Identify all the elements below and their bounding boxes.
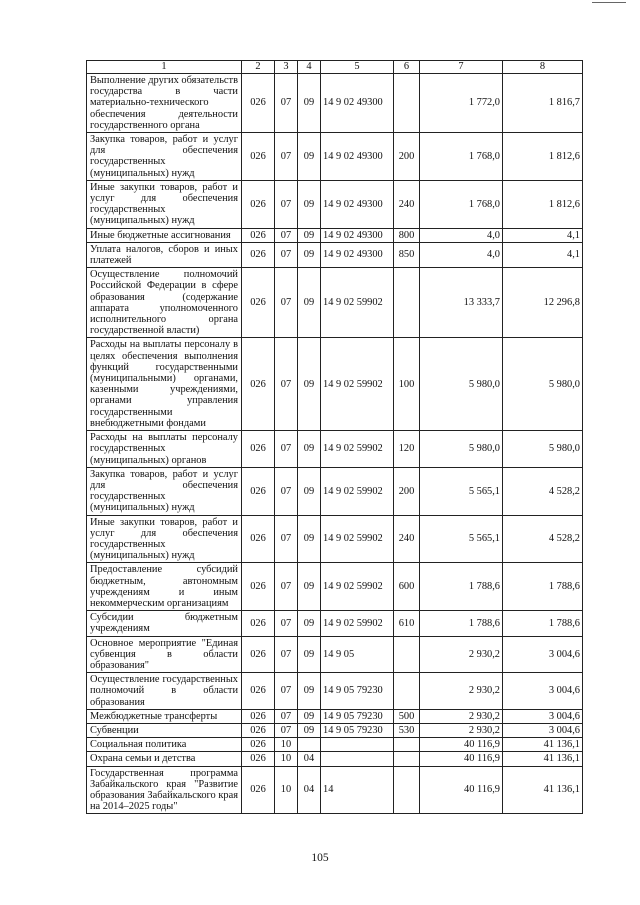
row-sum-year-2: 4 528,2 <box>503 467 583 515</box>
row-section: 07 <box>275 242 298 267</box>
row-name: Государственная программа Забайкальского края "Развитие образования Забайкальского края на 2014–2025 годы" <box>87 766 242 814</box>
row-section: 07 <box>275 268 298 338</box>
row-target-article: 14 9 05 79230 <box>321 723 394 737</box>
col-header-3: 3 <box>275 61 298 74</box>
table-row <box>87 738 583 752</box>
row-name: Расходы на выплаты персоналу в целях обеспечения выполнения функций государственными (муниципальными) органами, казенными учреждениями, органами управления государственными внебюджетными фондами <box>87 338 242 431</box>
row-section: 07 <box>275 515 298 563</box>
table-row <box>87 467 583 515</box>
row-name: Расходы на выплаты персоналу государственных (муниципальных) органов <box>87 431 242 468</box>
row-section: 07 <box>275 673 298 710</box>
row-expense-type: 850 <box>394 242 420 267</box>
col-header-4: 4 <box>298 61 321 74</box>
row-expense-type <box>394 74 420 133</box>
row-target-article: 14 9 05 <box>321 636 394 673</box>
row-sum-year-1: 2 930,2 <box>420 723 503 737</box>
row-expense-type: 100 <box>394 338 420 431</box>
row-subsection: 09 <box>298 467 321 515</box>
row-section: 07 <box>275 133 298 181</box>
row-name: Осуществление государственных полномочий в области образования <box>87 673 242 710</box>
row-sum-year-1: 1 788,6 <box>420 563 503 611</box>
col-header-2: 2 <box>242 61 275 74</box>
row-section: 07 <box>275 431 298 468</box>
row-sum-year-2: 12 296,8 <box>503 268 583 338</box>
row-section: 07 <box>275 74 298 133</box>
table-row <box>87 636 583 673</box>
row-code-grbs: 026 <box>242 738 275 752</box>
row-expense-type <box>394 673 420 710</box>
row-section: 07 <box>275 709 298 723</box>
row-code-grbs: 026 <box>242 515 275 563</box>
row-sum-year-2: 4 528,2 <box>503 515 583 563</box>
row-code-grbs: 026 <box>242 636 275 673</box>
table-row <box>87 709 583 723</box>
table-row <box>87 723 583 737</box>
row-target-article: 14 9 02 49300 <box>321 242 394 267</box>
row-section: 07 <box>275 180 298 228</box>
col-header-7: 7 <box>420 61 503 74</box>
row-target-article <box>321 752 394 766</box>
row-name: Субвенции <box>87 723 242 737</box>
col-header-1: 1 <box>87 61 242 74</box>
row-subsection: 09 <box>298 709 321 723</box>
table-row <box>87 611 583 636</box>
row-expense-type <box>394 268 420 338</box>
row-sum-year-2: 41 136,1 <box>503 738 583 752</box>
row-name: Выполнение других обязательств государства в части материально-технического обеспечения деятельности государственного органа <box>87 74 242 133</box>
row-sum-year-1: 40 116,9 <box>420 766 503 814</box>
row-code-grbs: 026 <box>242 673 275 710</box>
table-row <box>87 673 583 710</box>
row-name: Иные закупки товаров, работ и услуг для обеспечения государственных (муниципальных) нужд <box>87 515 242 563</box>
row-target-article: 14 9 02 49300 <box>321 74 394 133</box>
row-target-article: 14 9 02 59902 <box>321 431 394 468</box>
row-expense-type: 530 <box>394 723 420 737</box>
table-row <box>87 74 583 133</box>
row-target-article: 14 <box>321 766 394 814</box>
row-sum-year-1: 4,0 <box>420 242 503 267</box>
row-section: 07 <box>275 338 298 431</box>
row-target-article: 14 9 05 79230 <box>321 709 394 723</box>
row-sum-year-1: 5 565,1 <box>420 467 503 515</box>
row-subsection: 09 <box>298 673 321 710</box>
table-row <box>87 563 583 611</box>
row-name: Основное мероприятие "Единая субвенция в области образования" <box>87 636 242 673</box>
row-code-grbs: 026 <box>242 431 275 468</box>
table-row <box>87 515 583 563</box>
row-subsection: 09 <box>298 228 321 242</box>
row-sum-year-2: 5 980,0 <box>503 338 583 431</box>
row-sum-year-1: 40 116,9 <box>420 752 503 766</box>
row-code-grbs: 026 <box>242 766 275 814</box>
row-expense-type: 610 <box>394 611 420 636</box>
row-sum-year-1: 4,0 <box>420 228 503 242</box>
row-target-article: 14 9 05 79230 <box>321 673 394 710</box>
table-row <box>87 133 583 181</box>
budget-table <box>86 60 583 814</box>
row-subsection: 09 <box>298 268 321 338</box>
row-target-article: 14 9 02 59902 <box>321 611 394 636</box>
row-sum-year-1: 1 788,6 <box>420 611 503 636</box>
row-subsection: 04 <box>298 766 321 814</box>
row-sum-year-1: 13 333,7 <box>420 268 503 338</box>
row-target-article: 14 9 02 59902 <box>321 268 394 338</box>
row-code-grbs: 026 <box>242 611 275 636</box>
row-subsection: 09 <box>298 431 321 468</box>
row-sum-year-1: 2 930,2 <box>420 636 503 673</box>
page-number: 105 <box>311 852 329 864</box>
table-row <box>87 242 583 267</box>
row-sum-year-1: 1 772,0 <box>420 74 503 133</box>
row-name: Межбюджетные трансферты <box>87 709 242 723</box>
row-sum-year-1: 5 565,1 <box>420 515 503 563</box>
row-code-grbs: 026 <box>242 709 275 723</box>
row-sum-year-2: 1 812,6 <box>503 180 583 228</box>
row-sum-year-1: 2 930,2 <box>420 673 503 710</box>
row-code-grbs: 026 <box>242 723 275 737</box>
row-sum-year-1: 40 116,9 <box>420 738 503 752</box>
row-target-article: 14 9 02 49300 <box>321 133 394 181</box>
row-code-grbs: 026 <box>242 467 275 515</box>
row-name: Субсидии бюджетным учреждениям <box>87 611 242 636</box>
row-sum-year-1: 5 980,0 <box>420 338 503 431</box>
row-target-article: 14 9 02 59902 <box>321 515 394 563</box>
row-sum-year-2: 3 004,6 <box>503 709 583 723</box>
row-target-article: 14 9 02 59902 <box>321 338 394 431</box>
row-code-grbs: 026 <box>242 563 275 611</box>
row-code-grbs: 026 <box>242 268 275 338</box>
table-row <box>87 752 583 766</box>
row-name: Социальная политика <box>87 738 242 752</box>
row-name: Уплата налогов, сборов и иных платежей <box>87 242 242 267</box>
row-section: 07 <box>275 611 298 636</box>
row-subsection: 09 <box>298 133 321 181</box>
row-target-article: 14 9 02 49300 <box>321 180 394 228</box>
row-expense-type: 600 <box>394 563 420 611</box>
table-row <box>87 431 583 468</box>
row-section: 07 <box>275 563 298 611</box>
table-row <box>87 766 583 814</box>
row-sum-year-2: 1 816,7 <box>503 74 583 133</box>
row-name: Осуществление полномочий Российской Федерации в сфере образования (содержание аппарата уполномоченного исполнительного органа государственной власти) <box>87 268 242 338</box>
row-sum-year-2: 4,1 <box>503 242 583 267</box>
row-sum-year-1: 1 768,0 <box>420 180 503 228</box>
row-target-article: 14 9 02 59902 <box>321 563 394 611</box>
row-sum-year-2: 1 788,6 <box>503 611 583 636</box>
row-expense-type: 240 <box>394 180 420 228</box>
row-expense-type <box>394 636 420 673</box>
row-code-grbs: 026 <box>242 228 275 242</box>
row-section: 07 <box>275 723 298 737</box>
row-section: 07 <box>275 228 298 242</box>
row-section: 10 <box>275 766 298 814</box>
row-sum-year-2: 3 004,6 <box>503 673 583 710</box>
row-code-grbs: 026 <box>242 242 275 267</box>
row-sum-year-2: 3 004,6 <box>503 723 583 737</box>
table-row <box>87 228 583 242</box>
table-row <box>87 268 583 338</box>
row-sum-year-1: 1 768,0 <box>420 133 503 181</box>
row-subsection: 09 <box>298 636 321 673</box>
row-target-article: 14 9 02 49300 <box>321 228 394 242</box>
row-code-grbs: 026 <box>242 752 275 766</box>
row-name: Иные закупки товаров, работ и услуг для обеспечения государственных (муниципальных) нужд <box>87 180 242 228</box>
col-header-6: 6 <box>394 61 420 74</box>
row-name: Предоставление субсидий бюджетным, автономным учреждениям и иным некоммерческим организациям <box>87 563 242 611</box>
row-expense-type <box>394 766 420 814</box>
row-sum-year-2: 5 980,0 <box>503 431 583 468</box>
row-sum-year-1: 5 980,0 <box>420 431 503 468</box>
table-row <box>87 180 583 228</box>
row-name: Закупка товаров, работ и услуг для обеспечения государственных (муниципальных) нужд <box>87 467 242 515</box>
row-code-grbs: 026 <box>242 133 275 181</box>
corner-line <box>592 2 626 3</box>
row-target-article: 14 9 02 59902 <box>321 467 394 515</box>
row-code-grbs: 026 <box>242 338 275 431</box>
row-sum-year-2: 3 004,6 <box>503 636 583 673</box>
row-subsection <box>298 738 321 752</box>
row-section: 10 <box>275 752 298 766</box>
row-code-grbs: 026 <box>242 180 275 228</box>
row-expense-type <box>394 752 420 766</box>
table-body <box>87 74 583 814</box>
row-subsection: 09 <box>298 723 321 737</box>
row-subsection: 09 <box>298 180 321 228</box>
row-sum-year-2: 41 136,1 <box>503 766 583 814</box>
col-header-5: 5 <box>321 61 394 74</box>
row-subsection: 09 <box>298 74 321 133</box>
row-subsection: 09 <box>298 563 321 611</box>
row-sum-year-2: 4,1 <box>503 228 583 242</box>
row-expense-type: 200 <box>394 467 420 515</box>
row-expense-type <box>394 738 420 752</box>
row-name: Иные бюджетные ассигнования <box>87 228 242 242</box>
row-expense-type: 500 <box>394 709 420 723</box>
row-section: 07 <box>275 636 298 673</box>
row-name: Охрана семьи и детства <box>87 752 242 766</box>
row-subsection: 09 <box>298 515 321 563</box>
header-row <box>87 61 583 74</box>
row-target-article <box>321 738 394 752</box>
row-section: 10 <box>275 738 298 752</box>
row-sum-year-1: 2 930,2 <box>420 709 503 723</box>
row-sum-year-2: 1 788,6 <box>503 563 583 611</box>
row-expense-type: 240 <box>394 515 420 563</box>
row-expense-type: 800 <box>394 228 420 242</box>
row-subsection: 04 <box>298 752 321 766</box>
row-subsection: 09 <box>298 611 321 636</box>
col-header-8: 8 <box>503 61 583 74</box>
row-section: 07 <box>275 467 298 515</box>
row-sum-year-2: 41 136,1 <box>503 752 583 766</box>
table-row <box>87 338 583 431</box>
row-sum-year-2: 1 812,6 <box>503 133 583 181</box>
row-name: Закупка товаров, работ и услуг для обеспечения государственных (муниципальных) нужд <box>87 133 242 181</box>
row-expense-type: 120 <box>394 431 420 468</box>
row-subsection: 09 <box>298 242 321 267</box>
row-code-grbs: 026 <box>242 74 275 133</box>
row-expense-type: 200 <box>394 133 420 181</box>
row-subsection: 09 <box>298 338 321 431</box>
